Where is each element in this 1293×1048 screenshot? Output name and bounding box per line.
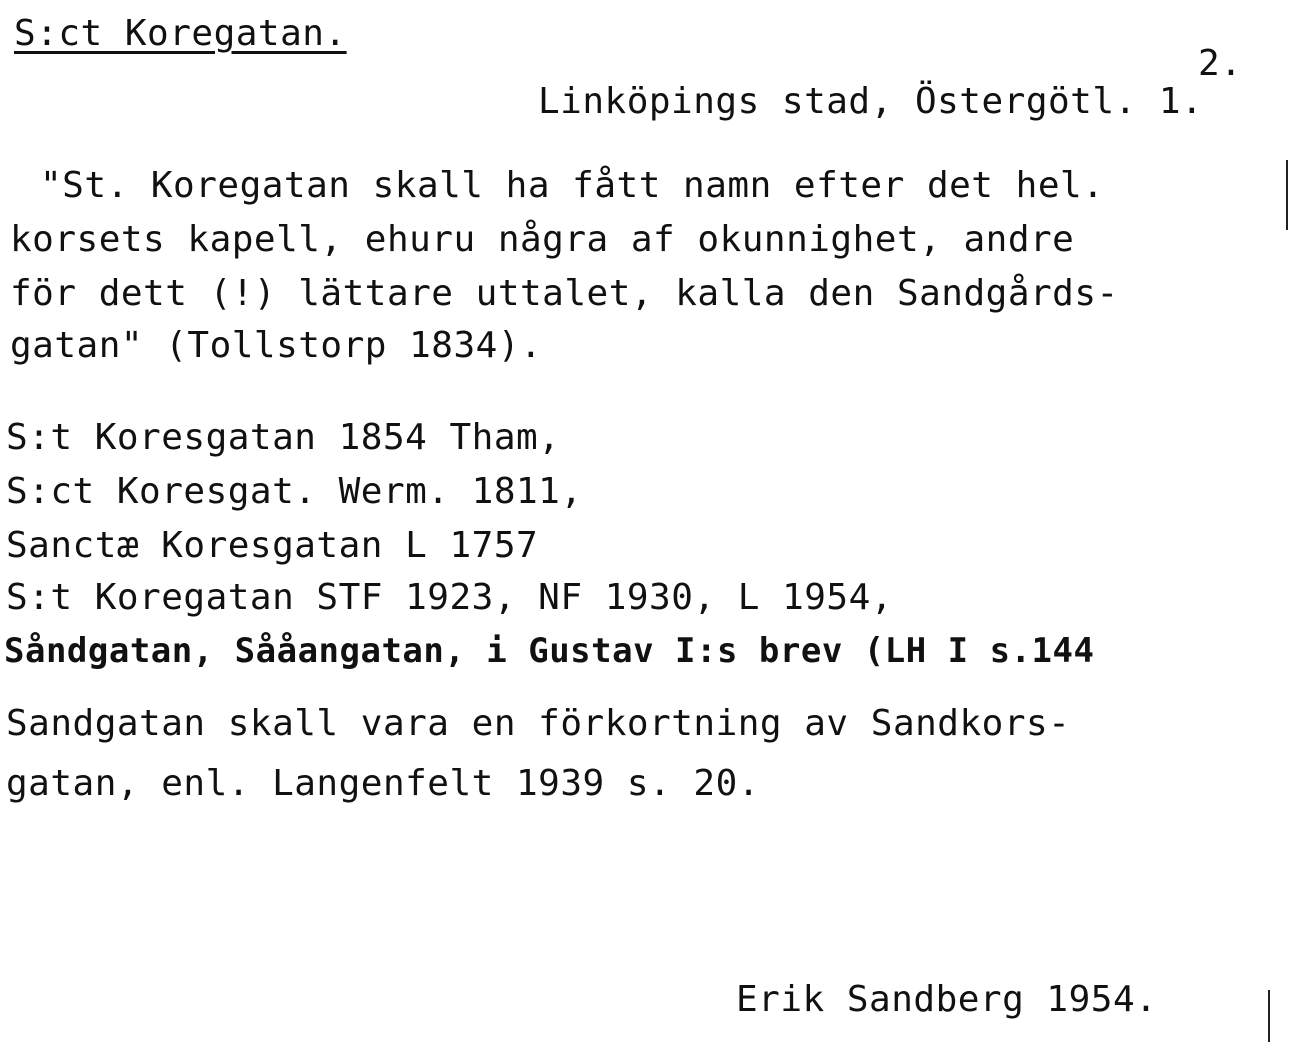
form-line-5: Såndgatan, Sååangatan, i Gustav I:s brev (LH I s.144 [4,631,1095,671]
form-line-3: Sanctæ Koresgatan L 1757 [6,525,539,566]
quote-line-1: "St. Koregatan skall ha fått namn efter det hel. [40,165,1105,206]
note-line-1: Sandgatan skall vara en förkortning av Sandkors- [6,703,1071,744]
form-line-2: S:ct Koresgat. Werm. 1811, [6,471,583,512]
note-line-2: gatan, enl. Langenfelt 1939 s. 20. [6,763,760,804]
quote-line-4: gatan" (Tollstorp 1834). [10,325,543,366]
signature: Erik Sandberg 1954. [736,979,1158,1020]
form-line-1: S:t Koresgatan 1854 Tham, [6,417,561,458]
quote-line-3: för dett (!) lättare uttalet, kalla den Sandgårds- [10,273,1119,314]
card-title: S:ct Koregatan. [14,13,347,54]
quote-line-2: korsets kapell, ehuru några af okunnighet, andre [10,219,1075,260]
place-heading: Linköpings stad, Östergötl. 1. [538,81,1204,122]
sheet-number: 2. [1198,43,1243,84]
form-line-4: S:t Koregatan STF 1923, NF 1930, L 1954, [6,577,893,618]
margin-rule-bottom [1268,990,1270,1042]
margin-rule-top [1286,160,1288,230]
